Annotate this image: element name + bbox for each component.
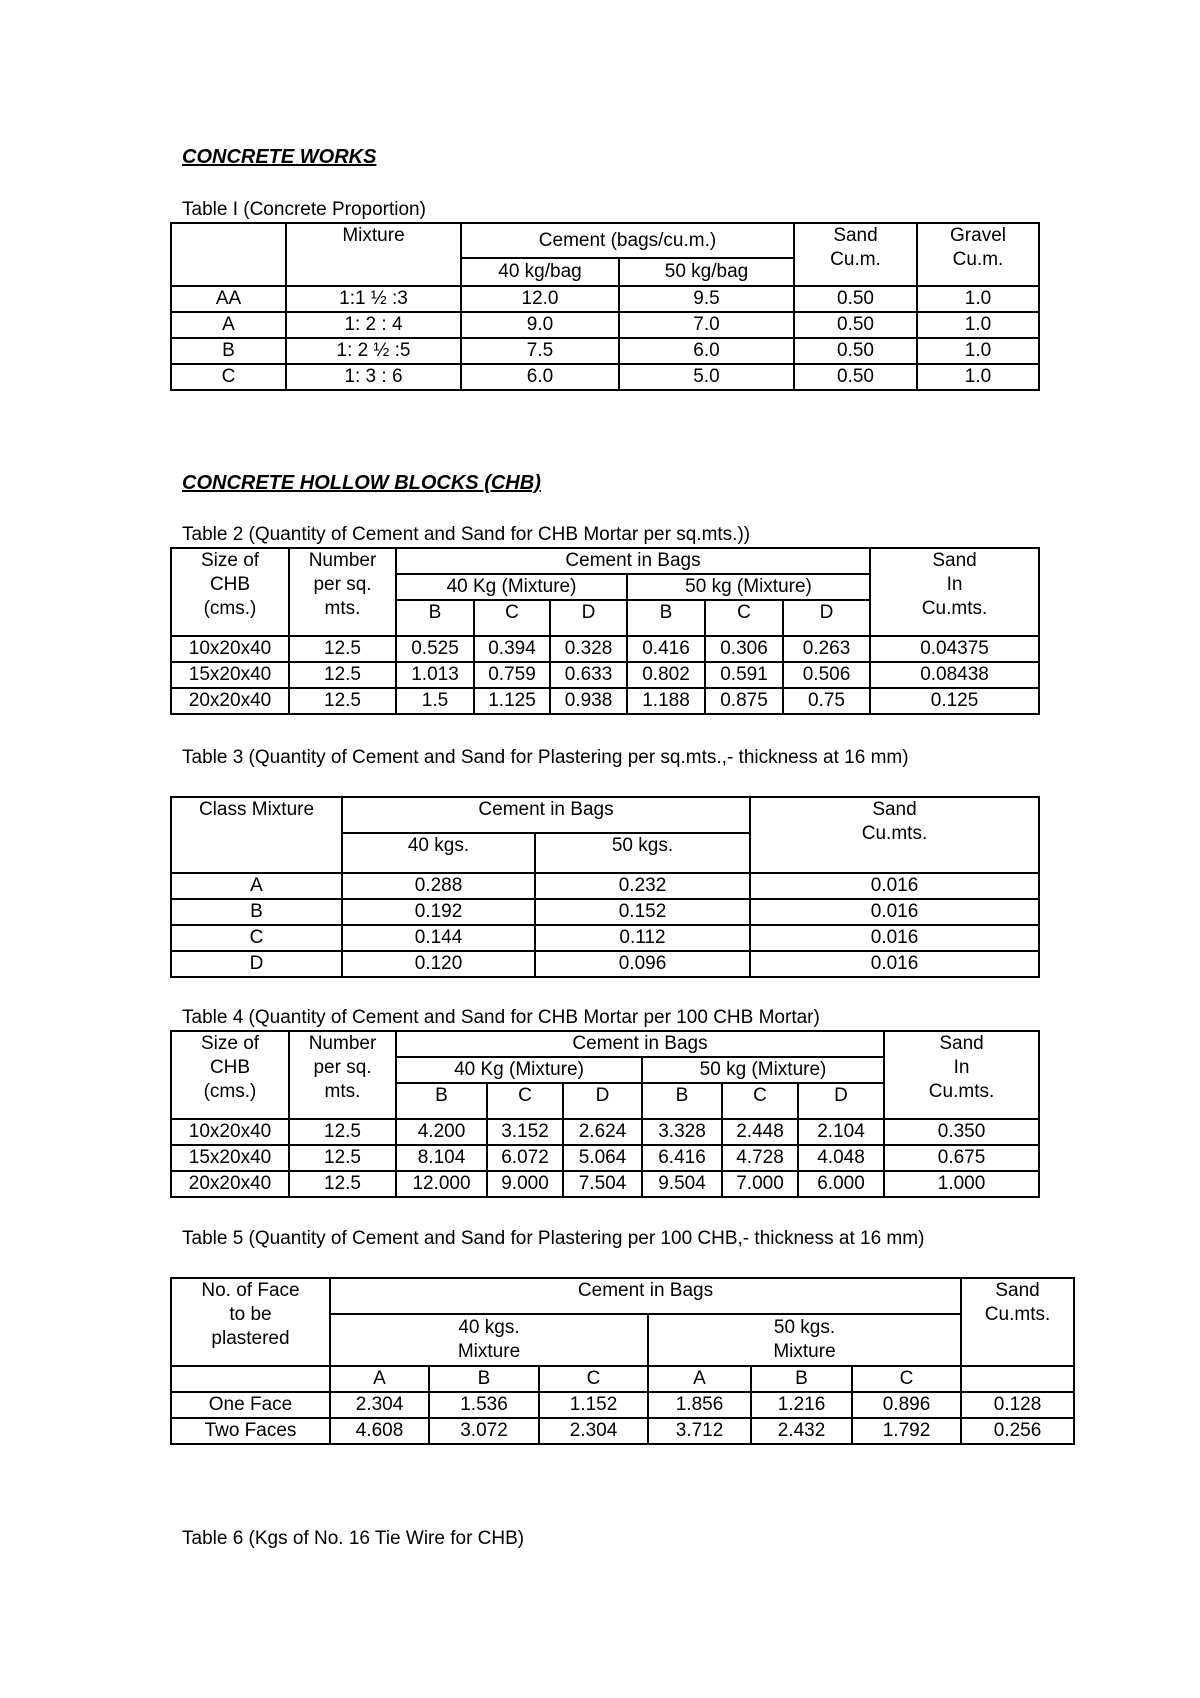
- table4-subheader: C: [722, 1083, 798, 1119]
- table-cell: 9.5: [619, 286, 794, 312]
- table-cell: AA: [171, 286, 286, 312]
- table5-caption: Table 5 (Quantity of Cement and Sand for Plastering per 100 CHB,- thickness at 16 mm): [182, 1228, 925, 1249]
- table-cell: 1: 2 ½ :5: [286, 338, 461, 364]
- table-row: [171, 873, 1039, 899]
- table-cell: 0.016: [750, 925, 1039, 951]
- table-cell: 1.0: [917, 338, 1039, 364]
- table-cell: 1:1 ½ :3: [286, 286, 461, 312]
- table-cell: 10x20x40: [171, 636, 289, 662]
- table1-caption: Table I (Concrete Proportion): [182, 199, 426, 220]
- table-cell: 20x20x40: [171, 688, 289, 714]
- table-cell: 7.5: [461, 338, 619, 364]
- table5-subheader: A: [330, 1366, 429, 1392]
- table-cell: 6.072: [487, 1145, 563, 1171]
- table-cell: 0.328: [550, 636, 627, 662]
- table-row: [171, 286, 1039, 312]
- table-cell: 0.256: [961, 1418, 1074, 1444]
- table-cell: 20x20x40: [171, 1171, 289, 1197]
- table1-header-gravel: Gravel Cu.m.: [917, 223, 1039, 286]
- table-cell: 0.120: [342, 951, 535, 977]
- table2-header-sand: Sand In Cu.mts.: [870, 548, 1039, 636]
- table4-header-sand: Sand In Cu.mts.: [884, 1031, 1039, 1119]
- table-cell: 0.125: [870, 688, 1039, 714]
- table-cell: Two Faces: [171, 1418, 330, 1444]
- table2-subheader: C: [705, 600, 783, 636]
- table4-chb-mortar-per-100: [170, 1030, 1040, 1198]
- table-cell: 5.064: [563, 1145, 642, 1171]
- table-cell: 0.506: [783, 662, 870, 688]
- table-cell: 6.0: [461, 364, 619, 390]
- table4-subheader: B: [396, 1083, 487, 1119]
- table-cell: 1.152: [539, 1392, 648, 1418]
- table-cell: 12.5: [289, 636, 396, 662]
- table-cell: 3.712: [648, 1418, 751, 1444]
- table-cell: 15x20x40: [171, 662, 289, 688]
- table-cell: 1.0: [917, 312, 1039, 338]
- table-cell: 10x20x40: [171, 1119, 289, 1145]
- table-cell: 1.536: [429, 1392, 539, 1418]
- table-cell: 0.350: [884, 1119, 1039, 1145]
- table-row: [171, 1119, 1039, 1145]
- table-cell: 12.5: [289, 1171, 396, 1197]
- table-cell: 0.633: [550, 662, 627, 688]
- table1-header-50kg: 50 kg/bag: [619, 258, 794, 286]
- table-cell: 2.304: [539, 1418, 648, 1444]
- table-cell: A: [171, 873, 342, 899]
- table-cell: 12.5: [289, 662, 396, 688]
- table-cell: 0.016: [750, 951, 1039, 977]
- table-row: [171, 662, 1039, 688]
- table-row: [171, 1418, 1074, 1444]
- table4-subheader: C: [487, 1083, 563, 1119]
- table1-header-40kg: 40 kg/bag: [461, 258, 619, 286]
- table-cell: B: [171, 899, 342, 925]
- table5-header-40kgs: 40 kgs. Mixture: [330, 1314, 648, 1366]
- table-cell: 4.200: [396, 1119, 487, 1145]
- table5-header-cement: Cement in Bags: [330, 1278, 961, 1314]
- table-cell: 2.448: [722, 1119, 798, 1145]
- table-cell: 1.000: [884, 1171, 1039, 1197]
- table-cell: 0.675: [884, 1145, 1039, 1171]
- table-cell: 3.328: [642, 1119, 722, 1145]
- table-row: [171, 899, 1039, 925]
- table-cell: 0.525: [396, 636, 474, 662]
- table-cell: 12.5: [289, 1119, 396, 1145]
- table-cell: 4.608: [330, 1418, 429, 1444]
- table2-subheader: D: [783, 600, 870, 636]
- table-cell: 0.896: [852, 1392, 961, 1418]
- table2-header-number: Number per sq. mts.: [289, 548, 396, 636]
- table5-header-50kgs: 50 kgs. Mixture: [648, 1314, 961, 1366]
- table1-header-blank: [171, 223, 286, 286]
- table-cell: 7.504: [563, 1171, 642, 1197]
- table-cell: D: [171, 951, 342, 977]
- table5-header-sand: Sand Cu.mts.: [961, 1278, 1074, 1366]
- table4-header-size: Size of CHB (cms.): [171, 1031, 289, 1119]
- table2-subheader: B: [627, 600, 705, 636]
- table-cell: 1.0: [917, 364, 1039, 390]
- table-cell: 0.938: [550, 688, 627, 714]
- table-cell: 0.144: [342, 925, 535, 951]
- table-cell: 1: 3 : 6: [286, 364, 461, 390]
- table5-subheader: C: [539, 1366, 648, 1392]
- table-row: [171, 1392, 1074, 1418]
- table-cell: 0.50: [794, 286, 917, 312]
- table-cell: 9.0: [461, 312, 619, 338]
- table-row: [171, 1171, 1039, 1197]
- table5-plastering-per-100: [170, 1277, 1075, 1445]
- table4-header-cement: Cement in Bags: [396, 1031, 884, 1057]
- table-row: [171, 925, 1039, 951]
- table2-header-size: Size of CHB (cms.): [171, 548, 289, 636]
- table2-header-50kg: 50 kg (Mixture): [627, 574, 870, 600]
- table3-header-class: Class Mixture: [171, 797, 342, 873]
- table-cell: 1.5: [396, 688, 474, 714]
- table3-header-40kgs: 40 kgs.: [342, 833, 535, 873]
- table-cell: 0.306: [705, 636, 783, 662]
- table-row: [171, 312, 1039, 338]
- table4-subheader: D: [563, 1083, 642, 1119]
- table-cell: 2.104: [798, 1119, 884, 1145]
- table3-header-sand: Sand Cu.mts.: [750, 797, 1039, 873]
- table-cell: 0.50: [794, 364, 917, 390]
- table1-header-sand: Sand Cu.m.: [794, 223, 917, 286]
- table-cell: 12.000: [396, 1171, 487, 1197]
- table3-header-cement: Cement in Bags: [342, 797, 750, 833]
- table2-header-40kg: 40 Kg (Mixture): [396, 574, 627, 600]
- table-cell: 6.0: [619, 338, 794, 364]
- table5-subheader-blank: [171, 1366, 330, 1392]
- table3-caption: Table 3 (Quantity of Cement and Sand for Plastering per sq.mts.,- thickness at 16 mm): [182, 747, 909, 768]
- table-cell: 6.416: [642, 1145, 722, 1171]
- table6-caption: Table 6 (Kgs of No. 16 Tie Wire for CHB): [182, 1528, 525, 1549]
- table-cell: 1.188: [627, 688, 705, 714]
- table1-header-cement: Cement (bags/cu.m.): [461, 223, 794, 258]
- table-cell: 0.04375: [870, 636, 1039, 662]
- table5-header-face: No. of Face to be plastered: [171, 1278, 330, 1366]
- table5-subheader: C: [852, 1366, 961, 1392]
- table-cell: 12.0: [461, 286, 619, 312]
- table1-concrete-proportion: [170, 222, 1040, 391]
- table4-header-50kg: 50 kg (Mixture): [642, 1057, 884, 1083]
- table-cell: 4.728: [722, 1145, 798, 1171]
- table-cell: 1: 2 : 4: [286, 312, 461, 338]
- table-row: [171, 364, 1039, 390]
- table2-chb-mortar-per-sqm: [170, 547, 1040, 715]
- table4-header-40kg: 40 Kg (Mixture): [396, 1057, 642, 1083]
- table-cell: 5.0: [619, 364, 794, 390]
- table-cell: 4.048: [798, 1145, 884, 1171]
- table-cell: 1.013: [396, 662, 474, 688]
- table-cell: 0.416: [627, 636, 705, 662]
- table-row: [171, 1145, 1039, 1171]
- table-cell: 0.50: [794, 312, 917, 338]
- table-cell: 1.125: [474, 688, 550, 714]
- table-cell: 0.128: [961, 1392, 1074, 1418]
- table-row: [171, 951, 1039, 977]
- table-cell: 0.875: [705, 688, 783, 714]
- table-cell: 1.792: [852, 1418, 961, 1444]
- table-row: [171, 338, 1039, 364]
- table-cell: 1.856: [648, 1392, 751, 1418]
- table-cell: 2.432: [751, 1418, 852, 1444]
- table-cell: 0.50: [794, 338, 917, 364]
- table-cell: 0.016: [750, 899, 1039, 925]
- table-cell: 0.096: [535, 951, 750, 977]
- table-cell: 0.152: [535, 899, 750, 925]
- table-cell: 12.5: [289, 1145, 396, 1171]
- table-cell: 7.000: [722, 1171, 798, 1197]
- table3-header-50kgs: 50 kgs.: [535, 833, 750, 873]
- table-cell: 7.0: [619, 312, 794, 338]
- table5-subheader: B: [429, 1366, 539, 1392]
- section-heading-concrete-works: CONCRETE WORKS: [182, 146, 377, 168]
- table1-header-mixture: Mixture: [286, 223, 461, 286]
- table-cell: 0.232: [535, 873, 750, 899]
- table-cell: 3.152: [487, 1119, 563, 1145]
- table-cell: C: [171, 364, 286, 390]
- table3-plastering-per-sqm: [170, 796, 1040, 978]
- table-cell: 0.591: [705, 662, 783, 688]
- table-cell: B: [171, 338, 286, 364]
- table2-caption: Table 2 (Quantity of Cement and Sand for CHB Mortar per sq.mts.)): [182, 524, 751, 545]
- table-cell: 0.112: [535, 925, 750, 951]
- table-cell: 9.504: [642, 1171, 722, 1197]
- section-heading-chb: CONCRETE HOLLOW BLOCKS (CHB): [182, 472, 541, 494]
- table-cell: 0.288: [342, 873, 535, 899]
- table-cell: 8.104: [396, 1145, 487, 1171]
- table-row: [171, 688, 1039, 714]
- table-cell: 0.802: [627, 662, 705, 688]
- table-cell: One Face: [171, 1392, 330, 1418]
- table5-subheader: B: [751, 1366, 852, 1392]
- table-cell: 2.624: [563, 1119, 642, 1145]
- table-row: [171, 636, 1039, 662]
- table2-subheader: D: [550, 600, 627, 636]
- table-cell: 3.072: [429, 1418, 539, 1444]
- table-cell: 0.75: [783, 688, 870, 714]
- table-cell: 1.0: [917, 286, 1039, 312]
- table-cell: A: [171, 312, 286, 338]
- table-cell: 0.08438: [870, 662, 1039, 688]
- table2-header-cement: Cement in Bags: [396, 548, 870, 574]
- table4-header-number: Number per sq. mts.: [289, 1031, 396, 1119]
- table2-subheader: C: [474, 600, 550, 636]
- table-cell: 0.192: [342, 899, 535, 925]
- table-cell: 2.304: [330, 1392, 429, 1418]
- table-cell: 0.394: [474, 636, 550, 662]
- table-cell: 0.759: [474, 662, 550, 688]
- table4-subheader: D: [798, 1083, 884, 1119]
- table-cell: 0.016: [750, 873, 1039, 899]
- table-cell: 15x20x40: [171, 1145, 289, 1171]
- table-cell: 6.000: [798, 1171, 884, 1197]
- table5-subheader-blank: [961, 1366, 1074, 1392]
- table-cell: 12.5: [289, 688, 396, 714]
- table4-subheader: B: [642, 1083, 722, 1119]
- table5-subheader: A: [648, 1366, 751, 1392]
- table2-subheader: B: [396, 600, 474, 636]
- table-cell: 0.263: [783, 636, 870, 662]
- table-cell: 9.000: [487, 1171, 563, 1197]
- table4-caption: Table 4 (Quantity of Cement and Sand for CHB Mortar per 100 CHB Mortar): [182, 1007, 820, 1028]
- table-cell: C: [171, 925, 342, 951]
- table-cell: 1.216: [751, 1392, 852, 1418]
